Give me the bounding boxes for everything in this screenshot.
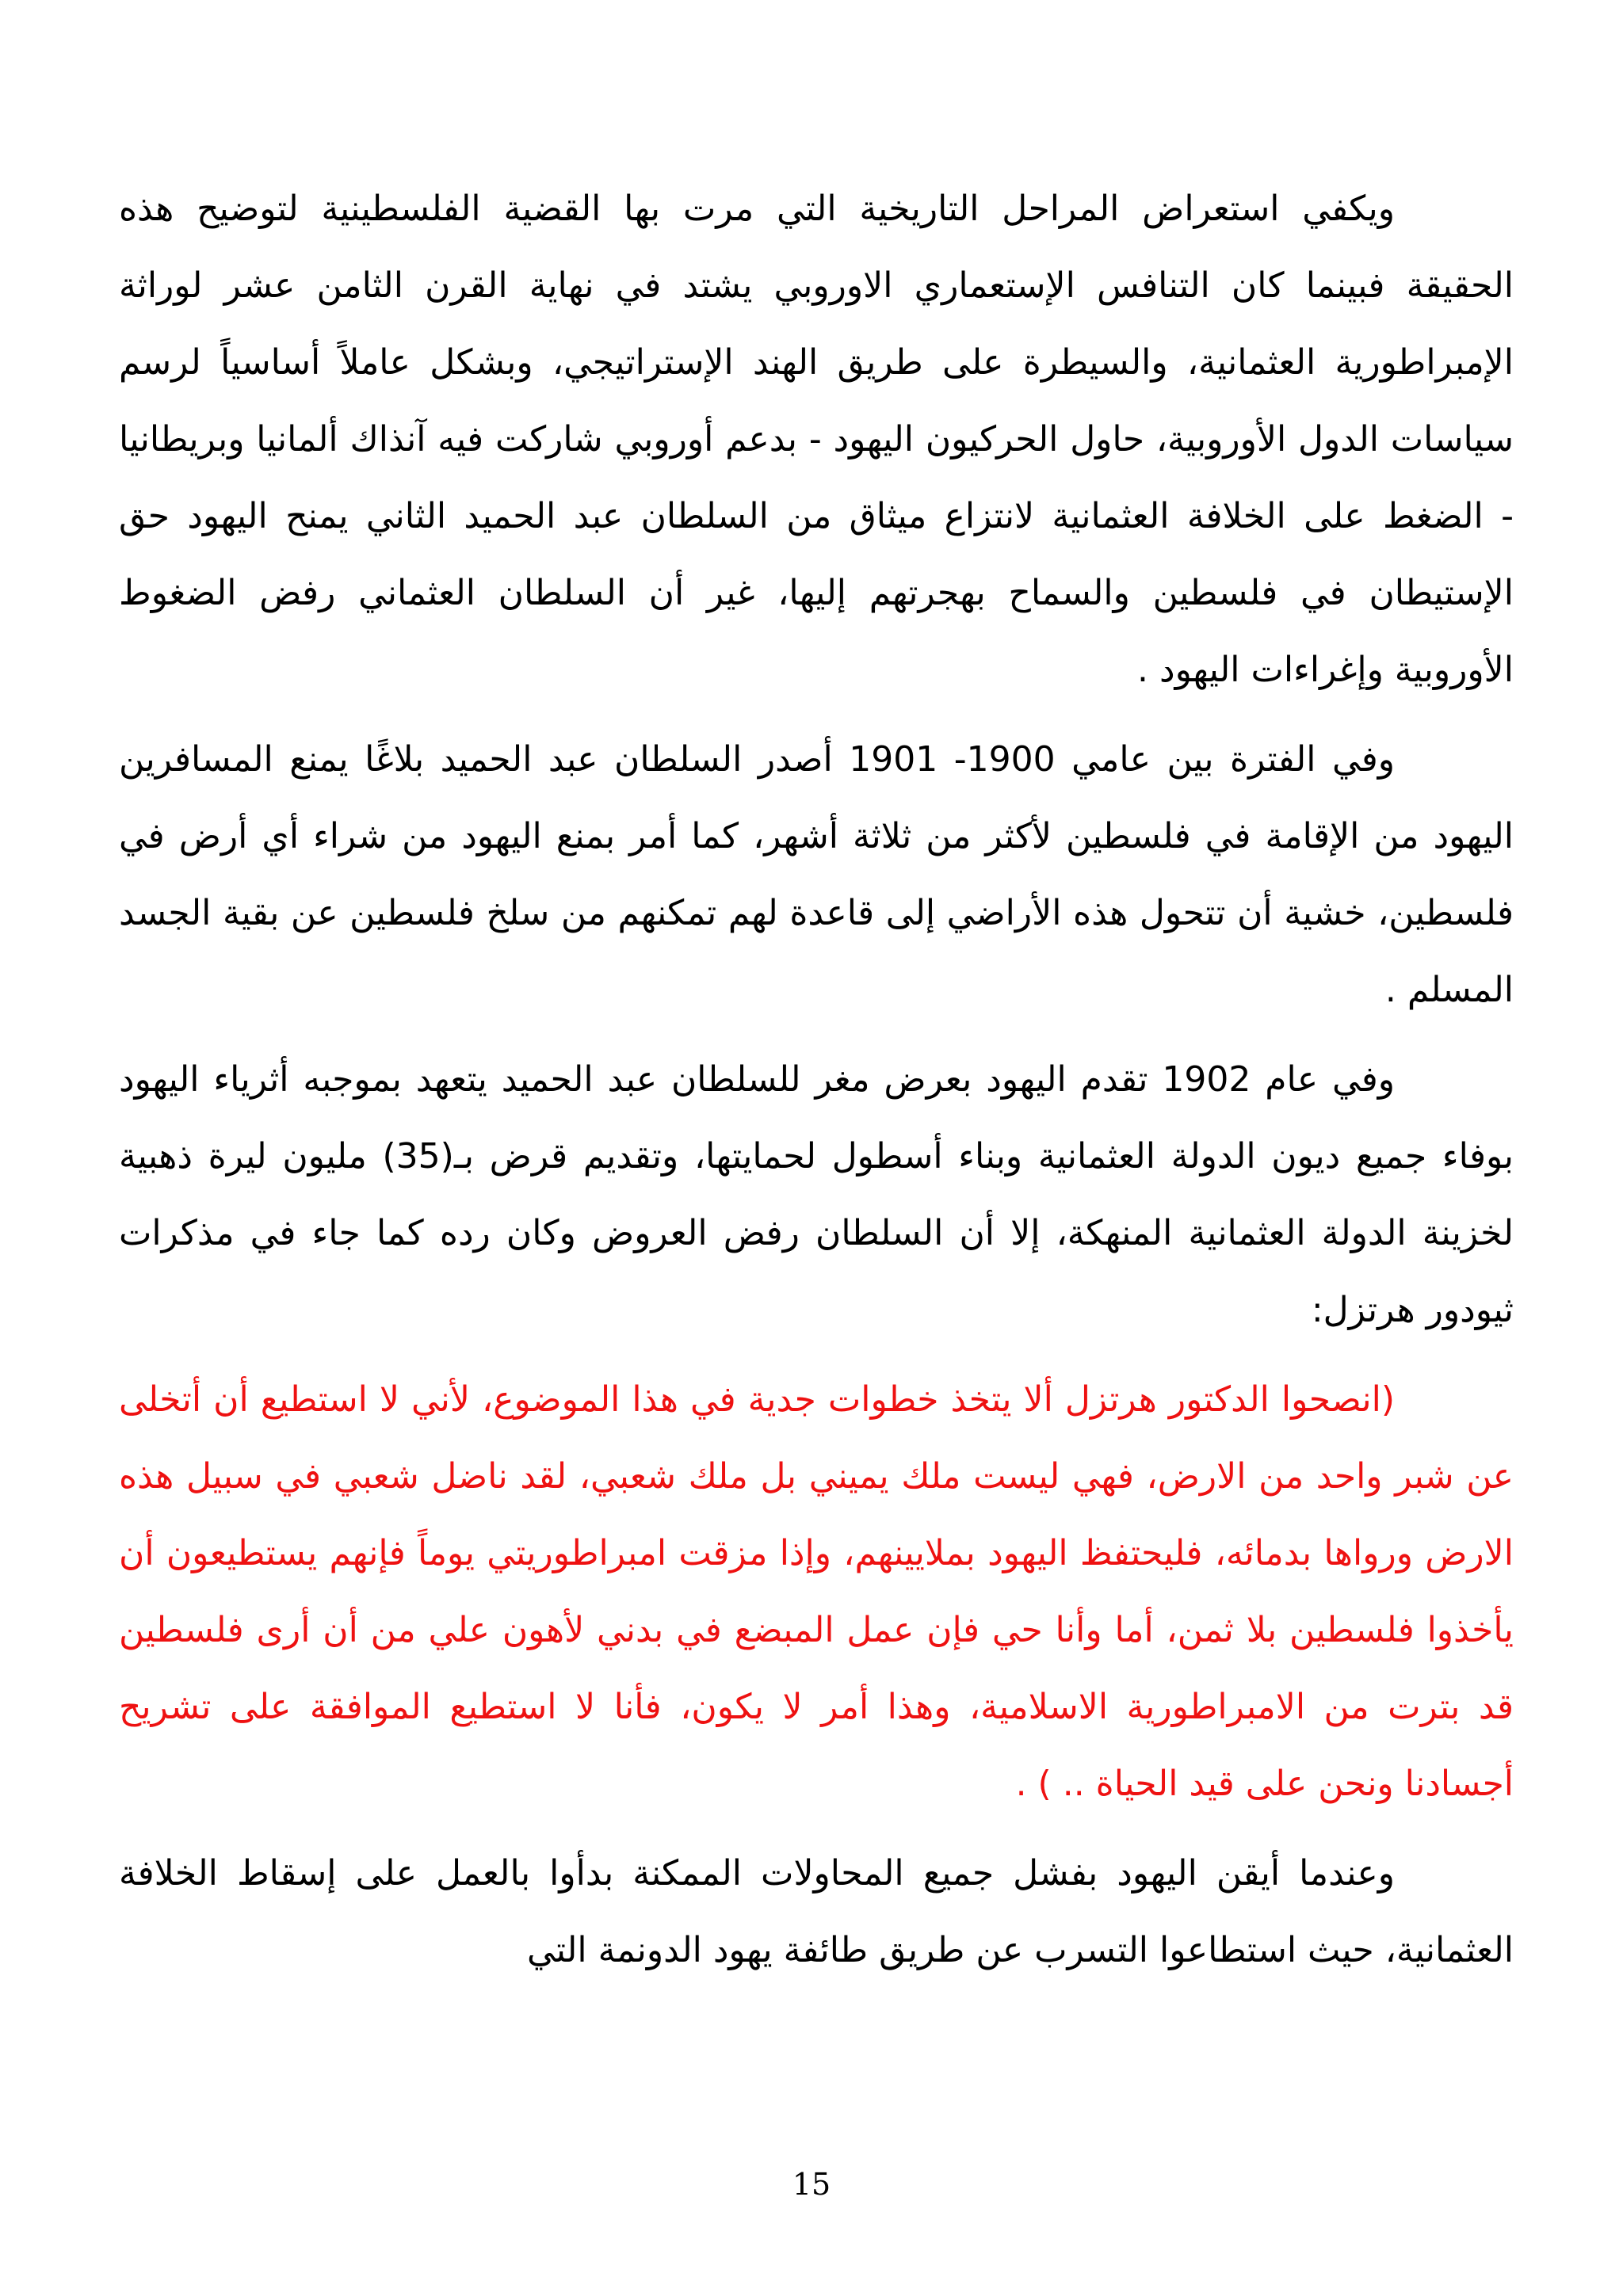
paragraph-caliphate-overthrow: وعندما أيقن اليهود بفشل جميع المحاولات الممكنة بدأوا بالعمل على إسقاط الخلافة العثمانية، حيث استطاعوا التسرب عن طريق طائفة يهود الدونمة التي (119, 1853, 1514, 1970)
paragraph-1900-decree: وفي الفترة بين عامي 1900- 1901 أصدر السلطان عبد الحميد بلاغًا يمنع المسافرين اليهود من الإقامة في فلسطين لأكثر من ثلاثة أشهر، كما أمر بمنع اليهود من شراء أي أرض في فلسطين، خشية أن تتحول هذه الأراضي إلى قاعدة لهم تمكنهم من سلخ فلسطين عن بقية الجسد المسلم . (119, 739, 1514, 1010)
body-text (119, 170, 1514, 2001)
paragraph-1902-offer: وفي عام 1902 تقدم اليهود بعرض مغر للسلطان عبد الحميد يتعهد بموجبه أثرياء اليهود بوفاء جميع ديون الدولة العثمانية وبناء أسطول لحمايتها، وتقديم قرض بـ(35) مليون ليرة ذهبية لخزينة الدولة العثمانية المنهكة، إلا أن السلطان رفض العروض وكان رده كما جاء في مذكرات ثيودور هرتزل: (119, 1059, 1514, 1330)
quote-sultan-reply: (انصحوا الدكتور هرتزل ألا يتخذ خطوات جدية في هذا الموضوع، لأني لا استطيع أن أتخلى عن شبر واحد من الارض، فهي ليست ملك يميني بل ملك شعبي، لقد ناضل شعبي في سبيل هذه الارض ورواها بدمائه، فليحتفظ اليهود بملايينهم، وإذا مزقت امبراطوريتي يوماً فإنهم يستطيعون أن يأخذوا فلسطين بلا ثمن، أما وأنا حي فإن عمل المبضع في بدني لأهون علي من أن أرى فلسطين قد بترت من الامبراطورية الاسلامية، وهذا أمر لا يكون، فأنا لا استطيع الموافقة على تشريح أجسادنا ونحن على قيد الحياة .. ) . (119, 1379, 1514, 1804)
paragraph-historical-stages: ويكفي استعراض المراحل التاريخية التي مرت بها القضية الفلسطينية لتوضيح هذه الحقيقة فبينما كان التنافس الإستعماري الاوروبي يشتد في نهاية القرن الثامن عشر لوراثة الإمبراطورية العثمانية، والسيطرة على طريق الهند الإستراتيجي، وبشكل عاملاً أساسياً لرسم سياسات الدول الأوروبية، حاول الحركيون اليهود - بدعم أوروبي شاركت فيه آنذاك ألمانيا وبريطانيا - الضغط على الخلافة العثمانية لانتزاع ميثاق من السلطان عبد الحميد الثاني يمنح اليهود حق الإستيطان في فلسطين والسماح بهجرتهم إليها، غير أن السلطان العثماني رفض الضغوط الأوروبية وإغراءات اليهود . (119, 189, 1514, 690)
page-number: 15 (792, 2167, 831, 2202)
